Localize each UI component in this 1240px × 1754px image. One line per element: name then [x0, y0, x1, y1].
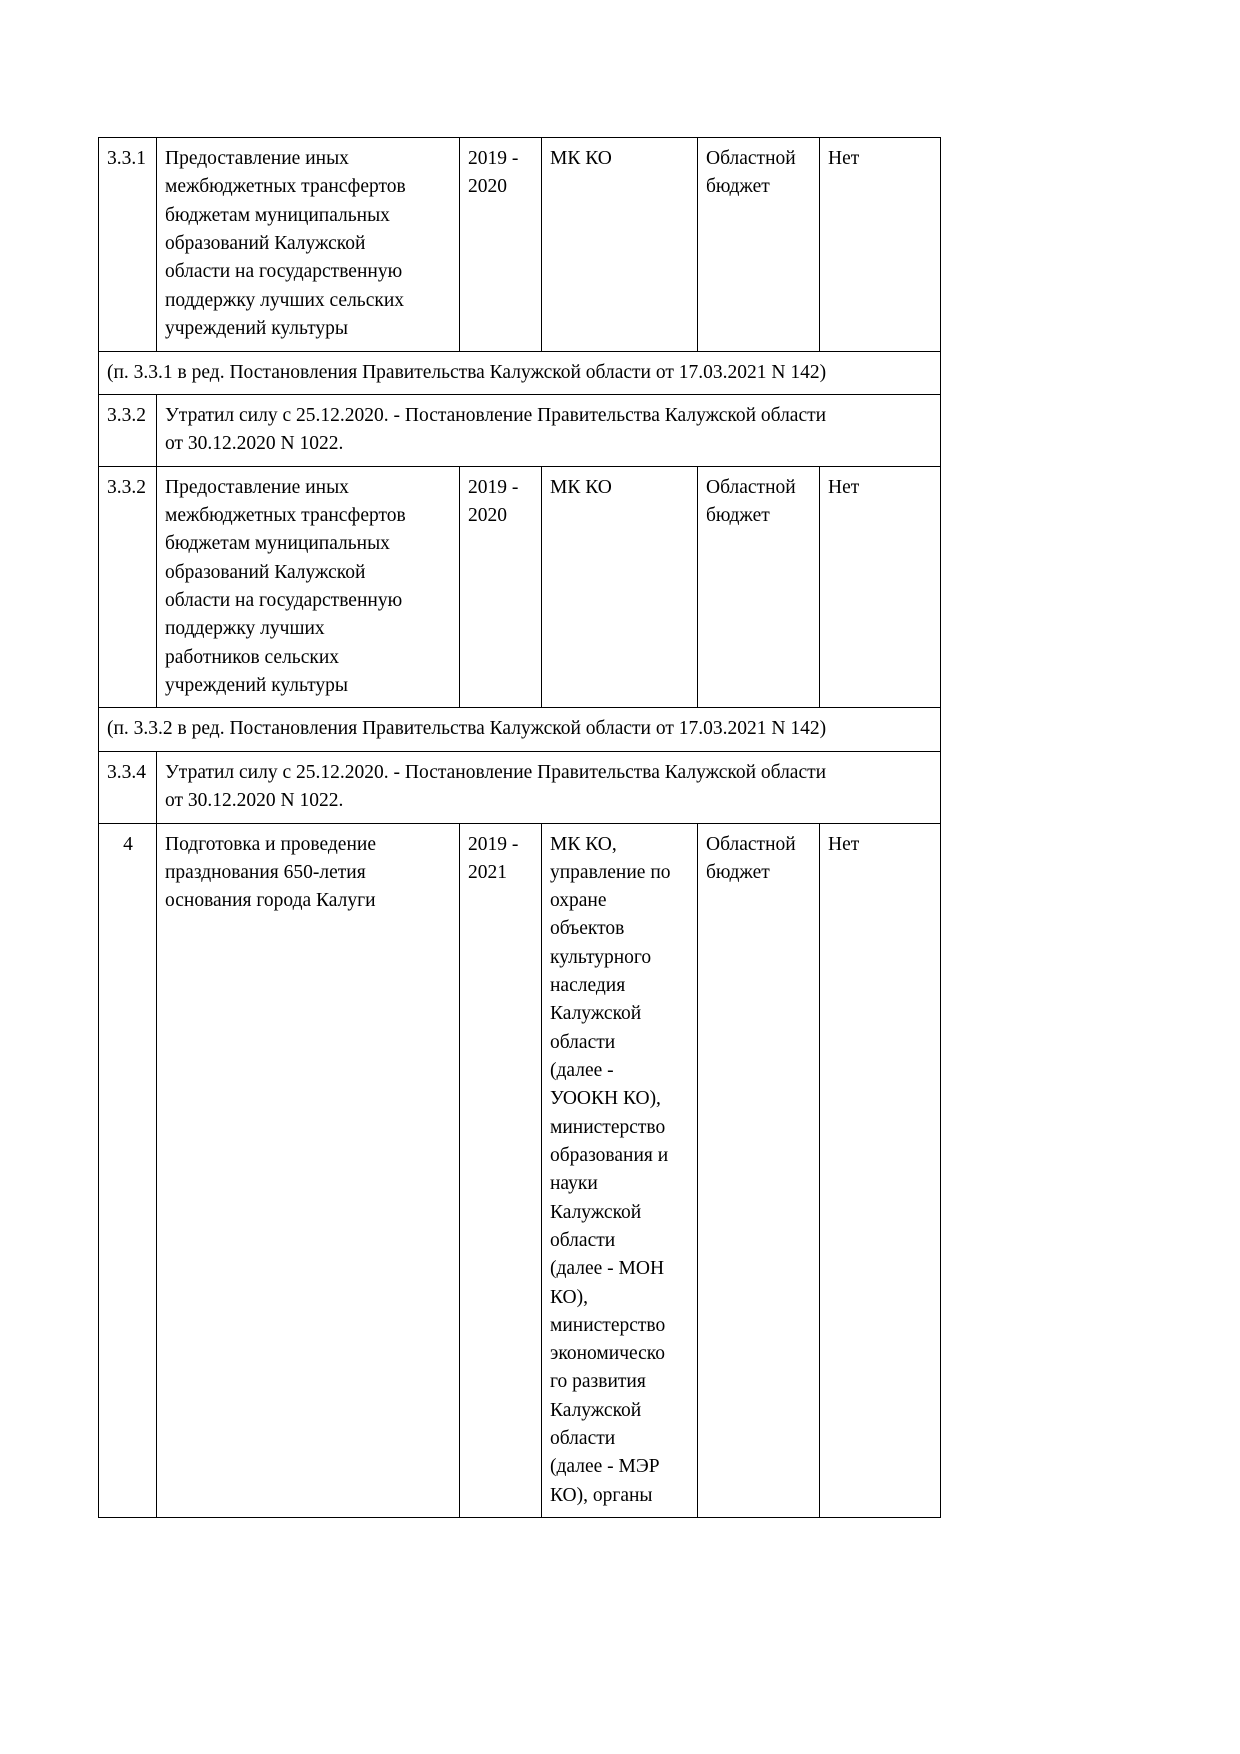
measure-name-line: учреждений культуры	[165, 675, 349, 697]
funding-source-line: Областной	[706, 833, 796, 855]
funding-source-line: Областной	[706, 476, 796, 498]
legal-act-cell	[820, 823, 941, 1518]
executor-line: КО),	[550, 1286, 588, 1308]
row-number-cell	[99, 751, 157, 823]
measure-name-line: области на государственную	[165, 590, 403, 612]
legal-act-value: Нет	[828, 148, 860, 169]
executor-line: министерство	[550, 1116, 666, 1138]
executor-cell	[542, 823, 698, 1518]
executor-line: экономическо	[550, 1343, 666, 1365]
executor-line: (далее -	[550, 1060, 614, 1082]
row-number-cell	[99, 823, 157, 1518]
executor-line: области	[550, 1229, 616, 1251]
table-container	[98, 137, 940, 1518]
row-number: 3.3.1	[107, 148, 146, 169]
repealed-text-cell	[157, 394, 941, 466]
measure-name-cell	[157, 466, 460, 708]
executor-line: МК КО	[550, 476, 612, 498]
executor-line: науки	[550, 1173, 598, 1195]
measure-name-line: образований Калужской	[165, 233, 366, 255]
executor-cell	[542, 466, 698, 708]
executor-line: Калужской	[550, 1399, 642, 1421]
measure-name-line: празднования 650-летия	[165, 861, 366, 883]
funding-source-cell	[698, 466, 820, 708]
measure-name-line: бюджетам муниципальных	[165, 204, 390, 226]
executor-line: наследия	[550, 975, 626, 997]
row-number: 3.3.2	[107, 404, 146, 426]
term-line: 2019 -	[468, 833, 519, 855]
funding-source-line: бюджет	[706, 861, 770, 883]
table-row	[99, 351, 941, 394]
measure-name-line: Предоставление иных	[165, 148, 349, 169]
executor-line: (далее - МЭР	[550, 1456, 660, 1478]
row-number: 4	[123, 833, 133, 855]
term-line: 2019 -	[468, 476, 519, 498]
row-number: 3.3.4	[107, 761, 146, 783]
amendment-note-cell	[99, 351, 941, 394]
executor-line: го развития	[550, 1371, 646, 1393]
executor-line: объектов	[550, 918, 625, 940]
term-line: 2020	[468, 504, 507, 526]
executor-line: МК КО,	[550, 833, 617, 855]
term-cell	[460, 466, 542, 708]
table-row	[99, 394, 941, 466]
measure-name-line: межбюджетных трансфертов	[165, 176, 406, 198]
executor-line: Калужской	[550, 1201, 642, 1223]
legal-act-value: Нет	[828, 476, 860, 498]
executor-line: УООКН КО),	[550, 1088, 661, 1110]
legal-act-cell	[820, 466, 941, 708]
measure-name-line: межбюджетных трансфертов	[165, 504, 406, 526]
executor-cell	[542, 138, 698, 352]
measure-name-line: поддержку лучших	[165, 618, 325, 640]
repealed-text-line: от 30.12.2020 N 1022.	[165, 433, 344, 455]
measure-name-line: Предоставление иных	[165, 476, 349, 498]
amendment-note-cell	[99, 708, 941, 751]
funding-source-line: Областной	[706, 148, 796, 169]
table-row	[99, 466, 941, 708]
executor-line: области	[550, 1031, 616, 1053]
repealed-text-line: Утратил силу с 25.12.2020. - Постановление Правительства Калужской области	[165, 404, 827, 426]
row-number-cell	[99, 138, 157, 352]
table-row	[99, 823, 941, 1518]
funding-source-line: бюджет	[706, 504, 770, 526]
executor-line: культурного	[550, 946, 652, 968]
executor-line: КО), органы	[550, 1484, 653, 1506]
measure-name-line: учреждений культуры	[165, 318, 349, 340]
term-cell	[460, 138, 542, 352]
row-number: 3.3.2	[107, 476, 146, 498]
table-row	[99, 138, 941, 352]
funding-source-line: бюджет	[706, 176, 770, 198]
measure-name-line: Подготовка и проведение	[165, 833, 376, 855]
amendment-note-text: (п. 3.3.1 в ред. Постановления Правительства Калужской области от 17.03.2021 N 142)	[107, 361, 827, 383]
table-row	[99, 751, 941, 823]
measure-name-line: бюджетам муниципальных	[165, 533, 390, 555]
term-line: 2021	[468, 861, 507, 883]
measure-name-line: основания города Калуги	[165, 890, 376, 912]
table-body	[99, 138, 941, 1518]
executor-line: образования и	[550, 1144, 669, 1166]
executor-line: охране	[550, 890, 607, 912]
executor-line: управление по	[550, 861, 671, 883]
program-measures-table	[98, 137, 941, 1518]
term-line: 2020	[468, 176, 507, 198]
table-row	[99, 708, 941, 751]
executor-line: области	[550, 1428, 616, 1450]
row-number-cell	[99, 466, 157, 708]
repealed-text-line: от 30.12.2020 N 1022.	[165, 790, 344, 812]
funding-source-cell	[698, 138, 820, 352]
amendment-note-text: (п. 3.3.2 в ред. Постановления Правительства Калужской области от 17.03.2021 N 142)	[107, 718, 827, 740]
repealed-text-line: Утратил силу с 25.12.2020. - Постановление Правительства Калужской области	[165, 761, 827, 783]
term-line: 2019 -	[468, 148, 519, 169]
measure-name-line: образований Калужской	[165, 561, 366, 583]
executor-line: (далее - МОН	[550, 1258, 665, 1280]
row-number-cell	[99, 394, 157, 466]
measure-name-line: работников сельских	[165, 646, 340, 668]
measure-name-line: поддержку лучших сельских	[165, 289, 405, 311]
measure-name-cell	[157, 138, 460, 352]
executor-line: Калужской	[550, 1003, 642, 1025]
legal-act-cell	[820, 138, 941, 352]
term-cell	[460, 823, 542, 1518]
funding-source-cell	[698, 823, 820, 1518]
repealed-text-cell	[157, 751, 941, 823]
measure-name-cell	[157, 823, 460, 1518]
legal-act-value: Нет	[828, 833, 860, 855]
measure-name-line: области на государственную	[165, 261, 403, 283]
executor-line: МК КО	[550, 148, 612, 169]
executor-line: министерство	[550, 1314, 666, 1336]
